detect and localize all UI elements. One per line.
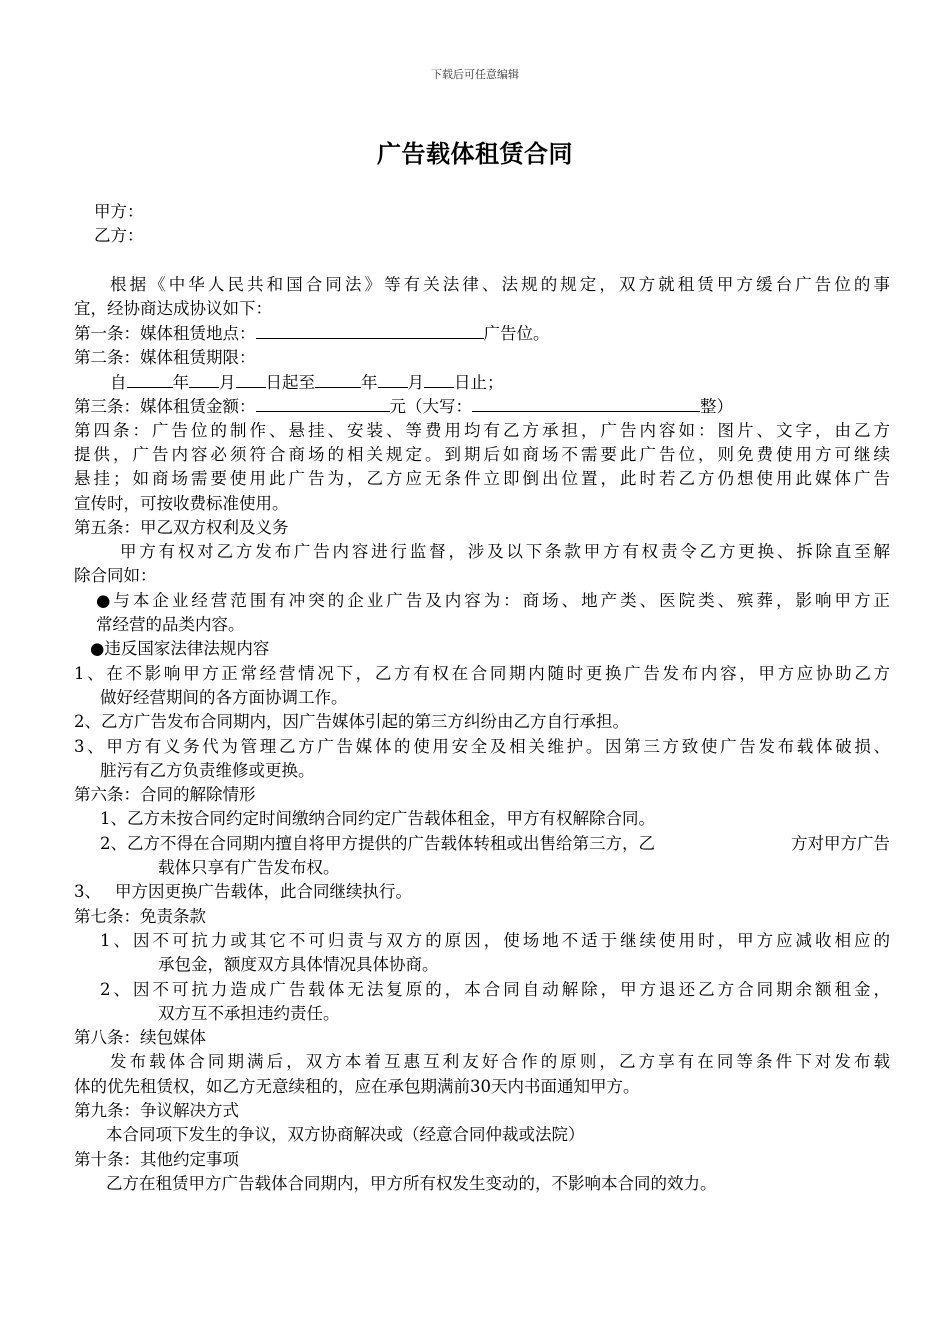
article-9-text: 本合同项下发生的争议，双方协商解决或（经意合同仲裁或法院）: [106, 1125, 585, 1145]
bullet-item: ●违反国家法律法规内容: [90, 639, 270, 659]
article-4-line: 提供，广告内容必须符合商场的相关规定。到期后如商场不需要此广告位，则免费使用方可继续: [74, 444, 890, 464]
party-b-line: 乙方：: [94, 226, 144, 246]
article-9: 第九条：争议解决方式: [74, 1100, 239, 1120]
article-1: 第一条：媒体租赁地点： 广告位。: [74, 321, 890, 345]
article-5-text: 甲方有权对乙方发布广告内容进行监督，涉及以下条款甲方有权责令乙方更换、拆除直至解: [120, 542, 890, 562]
page-title: 广告载体租赁合同: [377, 139, 573, 168]
intro-line: 宜，经协商达成协议如下：: [74, 299, 272, 319]
article-7-item: 承包金，额度双方具体情况具体协商。: [158, 955, 439, 975]
article-7-item: 双方互不承担违约责任。: [158, 1003, 340, 1023]
article-8: 第八条：续包媒体: [74, 1028, 206, 1048]
bullet-item: ●与本企业经营范围有冲突的企业广告及内容为：商场、地产类、医院类、殡葬，影响甲方正: [96, 590, 890, 610]
article-7: 第七条：免责条款: [74, 906, 206, 926]
article-4-line: 宣传时，可按收费标准使用。: [74, 493, 289, 513]
article-7-item: 2、因不可抗力造成广告载体无法复原的，本合同自动解除，甲方退还乙方合同期余额租金，: [100, 979, 890, 999]
article-6: 第六条：合同的解除情形: [74, 785, 256, 805]
article-8-text: 发布载体合同期满后，双方本着互惠互利友好合作的原则，乙方享有在同等条件下对发布载: [110, 1052, 890, 1072]
header-note: 下载后可任意编辑: [431, 68, 519, 81]
numbered-item: 1、在不影响甲方正常经营情况下，乙方有权在合同期内随时更换广告发布内容，甲方应协助乙方: [74, 663, 890, 683]
article-3: 第三条：媒体租赁金额： 元（大写： 整）: [74, 394, 890, 418]
article-8-text: 体的优先租赁权，如乙方无意续租的，应在承包期满前30天内书面通知甲方。: [74, 1076, 640, 1096]
bullet-item: 常经营的品类内容。: [96, 615, 245, 635]
article-6-item: 2、乙方不得在合同期内擅自将甲方提供的广告载体转租或出售给第三方，乙 方对甲方广告: [100, 833, 890, 853]
numbered-item: 做好经营期间的各方面协调工作。: [100, 687, 348, 707]
article-10-text: 乙方在租赁甲方广告载体合同期内，甲方所有权发生变动的，不影响本合同的效力。: [106, 1173, 717, 1193]
article-5-text: 除合同如：: [74, 566, 157, 586]
numbered-item: 脏污有乙方负责维修或更换。: [100, 760, 315, 780]
article-4-line: 第四条：广告位的制作、悬挂、安装、等费用均有乙方承担，广告内容如：图片、文字，由乙方: [74, 420, 890, 440]
rental-period-line: 自 年 月 日起至 年 月 日止；: [74, 370, 890, 394]
article-6-item: 载体只享有广告发布权。: [158, 858, 340, 878]
article-4-line: 悬挂；如商场需要使用此广告为，乙方应无条件立即倒出位置，此时若乙方仍想使用此媒体广告: [74, 469, 890, 489]
article-7-item: 1、因不可抗力或其它不可归责与双方的原因，使场地不适于继续使用时，甲方应减收相应的: [100, 930, 890, 950]
article-5: 第五条：甲乙双方权利及义务: [74, 517, 289, 537]
numbered-item: 3、甲方有义务代为管理乙方广告媒体的使用安全及相关维护。因第三方致使广告发布载体破损、: [74, 736, 890, 756]
party-a-line: 甲方：: [94, 202, 144, 221]
article-6-item: 1、乙方未按合同约定时间缴纳合同约定广告载体租金，甲方有权解除合同。: [100, 809, 655, 829]
intro-line: 根据《中华人民共和国合同法》等有关法律、法规的规定，双方就租赁甲方缓台广告位的事: [110, 274, 890, 294]
contract-body: [74, 200, 890, 1196]
article-2: 第二条：媒体租赁期限：: [74, 347, 256, 367]
article-6-item: 3、 甲方因更换广告载体，此合同继续执行。: [74, 882, 412, 902]
numbered-item: 2、乙方广告发布合同期内，因广告媒体引起的第三方纠纷由乙方自行承担。: [74, 712, 629, 732]
article-10: 第十条：其他约定事项: [74, 1149, 239, 1169]
